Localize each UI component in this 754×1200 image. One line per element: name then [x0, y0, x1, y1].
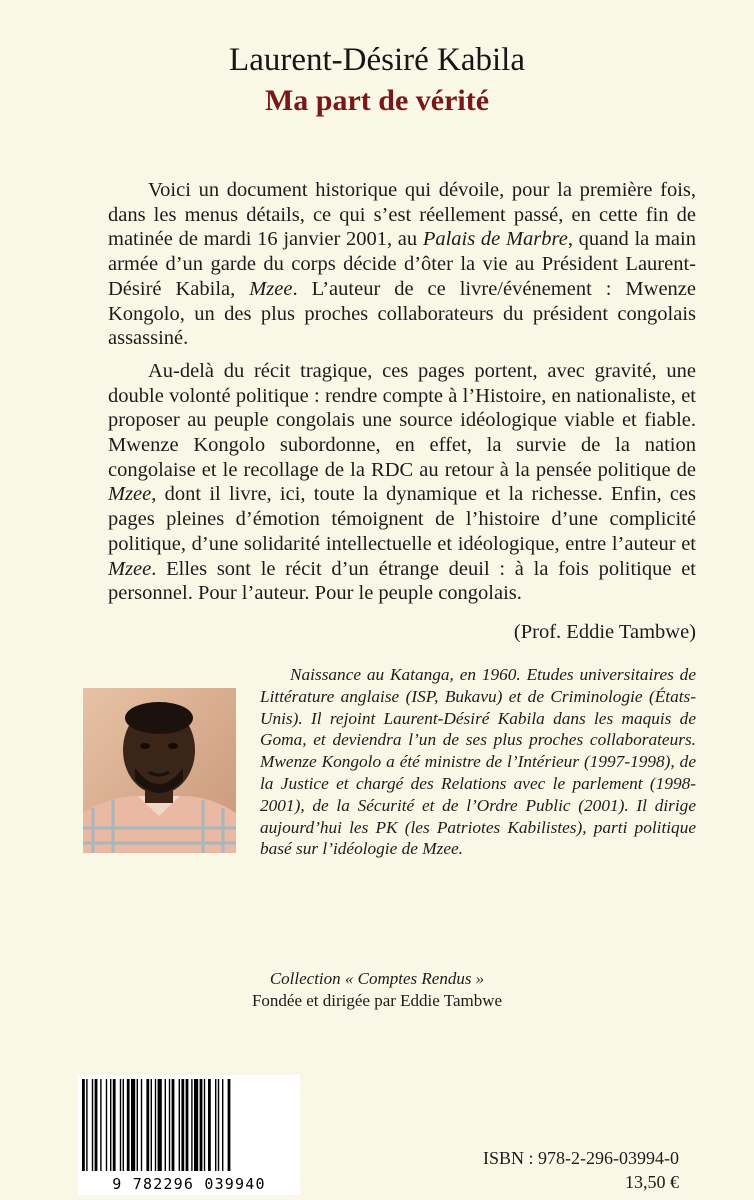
- blurb-paragraph-2: [108, 359, 696, 606]
- author-bio: [260, 664, 696, 860]
- italic-term: Mzee: [108, 483, 152, 506]
- italic-term: Palais de Marbre: [422, 228, 568, 251]
- collection-name: Collection « Comptes Rendus »: [269, 969, 485, 988]
- blurb-paragraph-1: [108, 178, 696, 351]
- isbn: ISBN : 978-2-296-03994-0: [483, 1148, 679, 1168]
- book-title: Ma part de vérité: [264, 84, 490, 117]
- text-segment: , dont il livre, ici, toute la dynamique et la richesse. Enfin, ces pages pleines d’émotion témoignent de l’histoire d’une complicité politique, d’une solidarité intellectuelle et idéologique, entre l’auteur et: [108, 483, 696, 555]
- barcode-digits: 9 782296 039940: [112, 1175, 266, 1193]
- barcode: [78, 1075, 300, 1195]
- author-photo: [83, 688, 236, 853]
- collection-editor: Fondée et dirigée par Eddie Tambwe: [251, 991, 503, 1010]
- text-segment: . Elles sont le récit d’un étrange deuil : à la fois politique et personnel. Pour l’auteur. Pour le peuple congolais.: [108, 557, 696, 605]
- text-segment: . L’auteur de ce livre/événement : Mwenze Kongolo, un des plus proches collaborateurs du président congolais assassiné.: [108, 277, 696, 350]
- blurb-attribution: (Prof. Eddie Tambwe): [513, 620, 696, 643]
- italic-term: Mzee: [249, 277, 293, 300]
- price: 13,50 €: [625, 1172, 679, 1192]
- author-bio-text: Naissance au Katanga, en 1960. Etudes universitaires de Littérature anglaise (ISP, Bukavu) et de Criminologie (États-Unis). Il rejoint Laurent-Désiré Kabila dans les maquis de Goma, et deviendra l’un de ses plus proches collaborateurs. Mwenze Kongolo a été ministre de l’Intérieur (1997-1998), de la Justice et chargé des Relations avec le parlement (1998-2001), de la Sécurité et de l’Ordre Public (2001). Il dirige aujourd’hui les PK (les Patriotes Kabilistes), parti politique basé sur l’idéologie de Mzee.: [260, 665, 696, 859]
- back-cover-blurb: [108, 178, 696, 653]
- text-segment: Voici un document historique qui dévoile, pour la première fois, dans les menus détails, ce qui s’est réellement passé, en cette fin de matinée de mardi 16 janvier 2001, au: [108, 179, 696, 251]
- author-name: Laurent-Désiré Kabila: [229, 42, 525, 78]
- title-block: [0, 40, 754, 120]
- text-segment: , quand la main armée d’un garde du corps décide d’ôter la vie au Président Laurent-Désiré Kabila,: [108, 228, 696, 300]
- collection-info: [0, 968, 754, 1012]
- text-segment: Au-delà du récit tragique, ces pages portent, avec gravité, une double volonté politique : rendre compte à l’Histoire, en nationaliste, et proposer au peuple congolais une source idéologique viable et fiable. Mwenze Kongolo subordonne, en effet, la survie de la nation congolaise et le recollage de la RDC au retour à la pensée politique de: [108, 359, 696, 481]
- italic-term: Mzee: [108, 557, 152, 580]
